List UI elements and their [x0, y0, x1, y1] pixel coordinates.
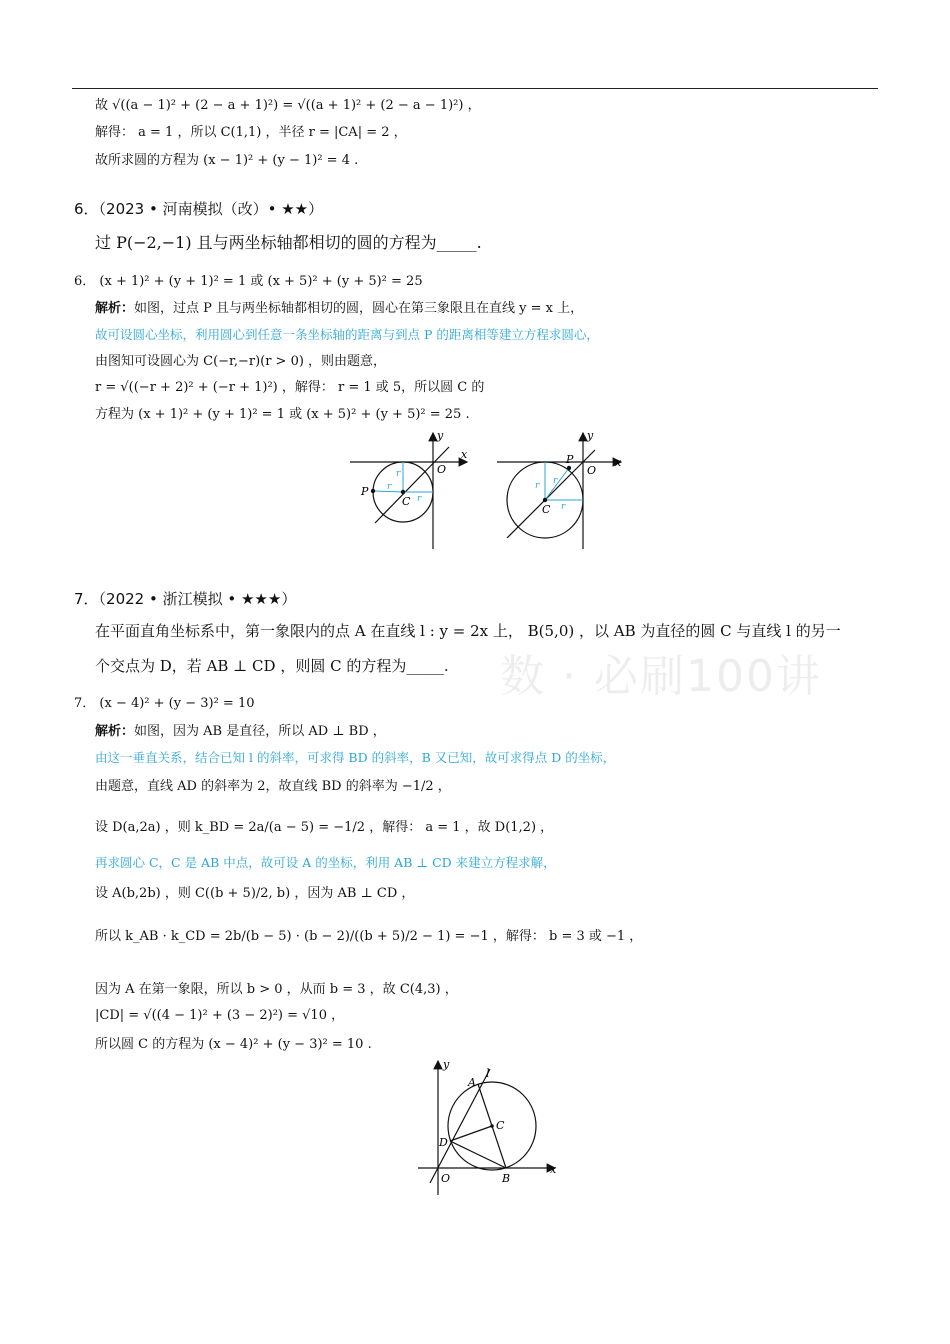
line-y-eq-x — [507, 450, 595, 538]
label-b: B — [502, 1172, 511, 1185]
label-r-2: r — [387, 482, 392, 492]
q6-figure-large-circle — [495, 425, 625, 555]
analysis-label: 解析： — [95, 724, 135, 739]
q7-header: 7．（2022 • 浙江模拟 • ★★★） — [74, 590, 297, 608]
q7-answer: 7． (x − 4)² + (y − 3)² = 10 — [74, 696, 255, 711]
q7-line-5: 所以 k_AB · k_CD = 2b/(b − 5) · (b − 2)/((b + 5)/2 − 1) = −1 ，解得： b = 3 或 −1 ， — [95, 929, 643, 944]
q7-figure — [410, 1055, 570, 1205]
label-o: O — [437, 463, 447, 476]
label-r-2: r — [553, 476, 558, 486]
q6-line-4: 方程为 (x + 1)² + (y + 1)² = 1 或 (x + 5)² + (y + 5)² = 25 . — [95, 407, 470, 422]
q6-figure-small-circle — [345, 425, 475, 555]
header-rule — [72, 88, 878, 89]
prev-line-2: 解得： a = 1 ，所以 C(1,1) ，半径 r = |CA| = 2 ， — [95, 125, 407, 140]
label-o: O — [441, 1172, 451, 1185]
q7-question-1: 在平面直角坐标系中，第一象限内的点 A 在直线 l : y = 2x 上， B(5,0) ，以 AB 为直径的圆 C 与直线 l 的另一 — [95, 622, 841, 640]
analysis-label: 解析： — [95, 301, 135, 316]
q6-line-2: 由图知可设圆心为 C(−r,−r)(r > 0) ，则由题意， — [95, 354, 387, 369]
q6-analysis-1 — [95, 297, 583, 316]
label-r-3: r — [561, 502, 566, 512]
q7-note-2: 再求圆心 C，C 是 AB 中点，故可设 A 的坐标，利用 AB ⊥ CD 来建立方程求解， — [95, 855, 556, 870]
prev-line-3: 故所求圆的方程为 (x − 1)² + (y − 1)² = 4 . — [95, 153, 359, 168]
q6-header: 6．（2023 • 河南模拟（改）• ★★） — [74, 200, 324, 218]
label-r-1: r — [535, 481, 540, 491]
q6-question: 过 P(−2,−1) 且与两坐标轴都相切的圆的方程为_____. — [95, 233, 482, 252]
q7-note-1: 由这一垂直关系，结合已知 l 的斜率，可求得 BD 的斜率，B 又已知，故可求得点 D 的坐标， — [95, 750, 616, 765]
q7-question-2: 个交点为 D，若 AB ⊥ CD ，则圆 C 的方程为_____. — [95, 657, 449, 675]
label-x: x — [461, 448, 468, 461]
label-p: P — [361, 485, 369, 498]
label-x: x — [550, 1163, 557, 1176]
q7-line-2: 由题意，直线 AD 的斜率为 2，故直线 BD 的斜率为 −1/2 ， — [95, 779, 451, 794]
q6-note-1: 故可设圆心坐标，利用圆心到任意一条坐标轴的距离与到点 P 的距离相等建立方程求圆心， — [95, 327, 599, 342]
label-y: y — [443, 1058, 450, 1071]
label-l: l — [486, 1067, 490, 1080]
q6-analysis-text: 如图，过点 P 且与两坐标轴都相切的圆，圆心在第三象限且在直线 y = x 上， — [134, 301, 584, 316]
label-y: y — [587, 429, 594, 442]
q7-line-8: 所以圆 C 的方程为 (x − 4)² + (y − 3)² = 10 . — [95, 1037, 372, 1052]
center-point — [543, 498, 547, 502]
label-c: C — [402, 495, 411, 508]
label-y: y — [437, 429, 444, 442]
center-point — [401, 490, 405, 494]
label-o: O — [587, 464, 597, 477]
q7-line-7: |CD| = √((4 − 1)² + (3 − 2)²) = √10 ， — [95, 1008, 345, 1023]
watermark: 数 · 必刷100讲 — [500, 651, 822, 702]
label-p: P — [566, 453, 574, 466]
label-a: A — [468, 1076, 476, 1089]
label-r-1: r — [396, 469, 401, 479]
prev-line-1: 故 √((a − 1)² + (2 − a + 1)²) = √((a + 1)² + (2 − a − 1)²) ， — [95, 98, 481, 113]
q7-line-4: 设 A(b,2b) ，则 C((b + 5)/2, b) ，因为 AB ⊥ CD ， — [95, 886, 415, 901]
label-d: D — [439, 1136, 448, 1149]
label-x: x — [615, 456, 622, 469]
q7-analysis-1 — [95, 720, 386, 739]
point-p — [567, 466, 571, 470]
point-p — [371, 489, 375, 493]
label-r-3: r — [417, 494, 422, 504]
center-point — [490, 1124, 494, 1128]
q7-line-6: 因为 A 在第一象限，所以 b > 0 ，从而 b = 3 ，故 C(4,3) ， — [95, 982, 458, 997]
line-l — [430, 1069, 490, 1183]
q7-line-3: 设 D(a,2a) ，则 k_BD = 2a/(a − 5) = −1/2 ，解得： a = 1 ，故 D(1,2) ， — [95, 820, 554, 835]
label-c: C — [542, 503, 551, 516]
label-c: C — [496, 1119, 505, 1132]
q6-answer: 6． (x + 1)² + (y + 1)² = 1 或 (x + 5)² + (y + 5)² = 25 — [74, 274, 423, 289]
q7-analysis-text: 如图，因为 AB 是直径，所以 AD ⊥ BD ， — [134, 724, 386, 739]
q6-line-3: r = √((−r + 2)² + (−r + 1)²) ，解得： r = 1 或 5，所以圆 C 的 — [95, 380, 485, 395]
